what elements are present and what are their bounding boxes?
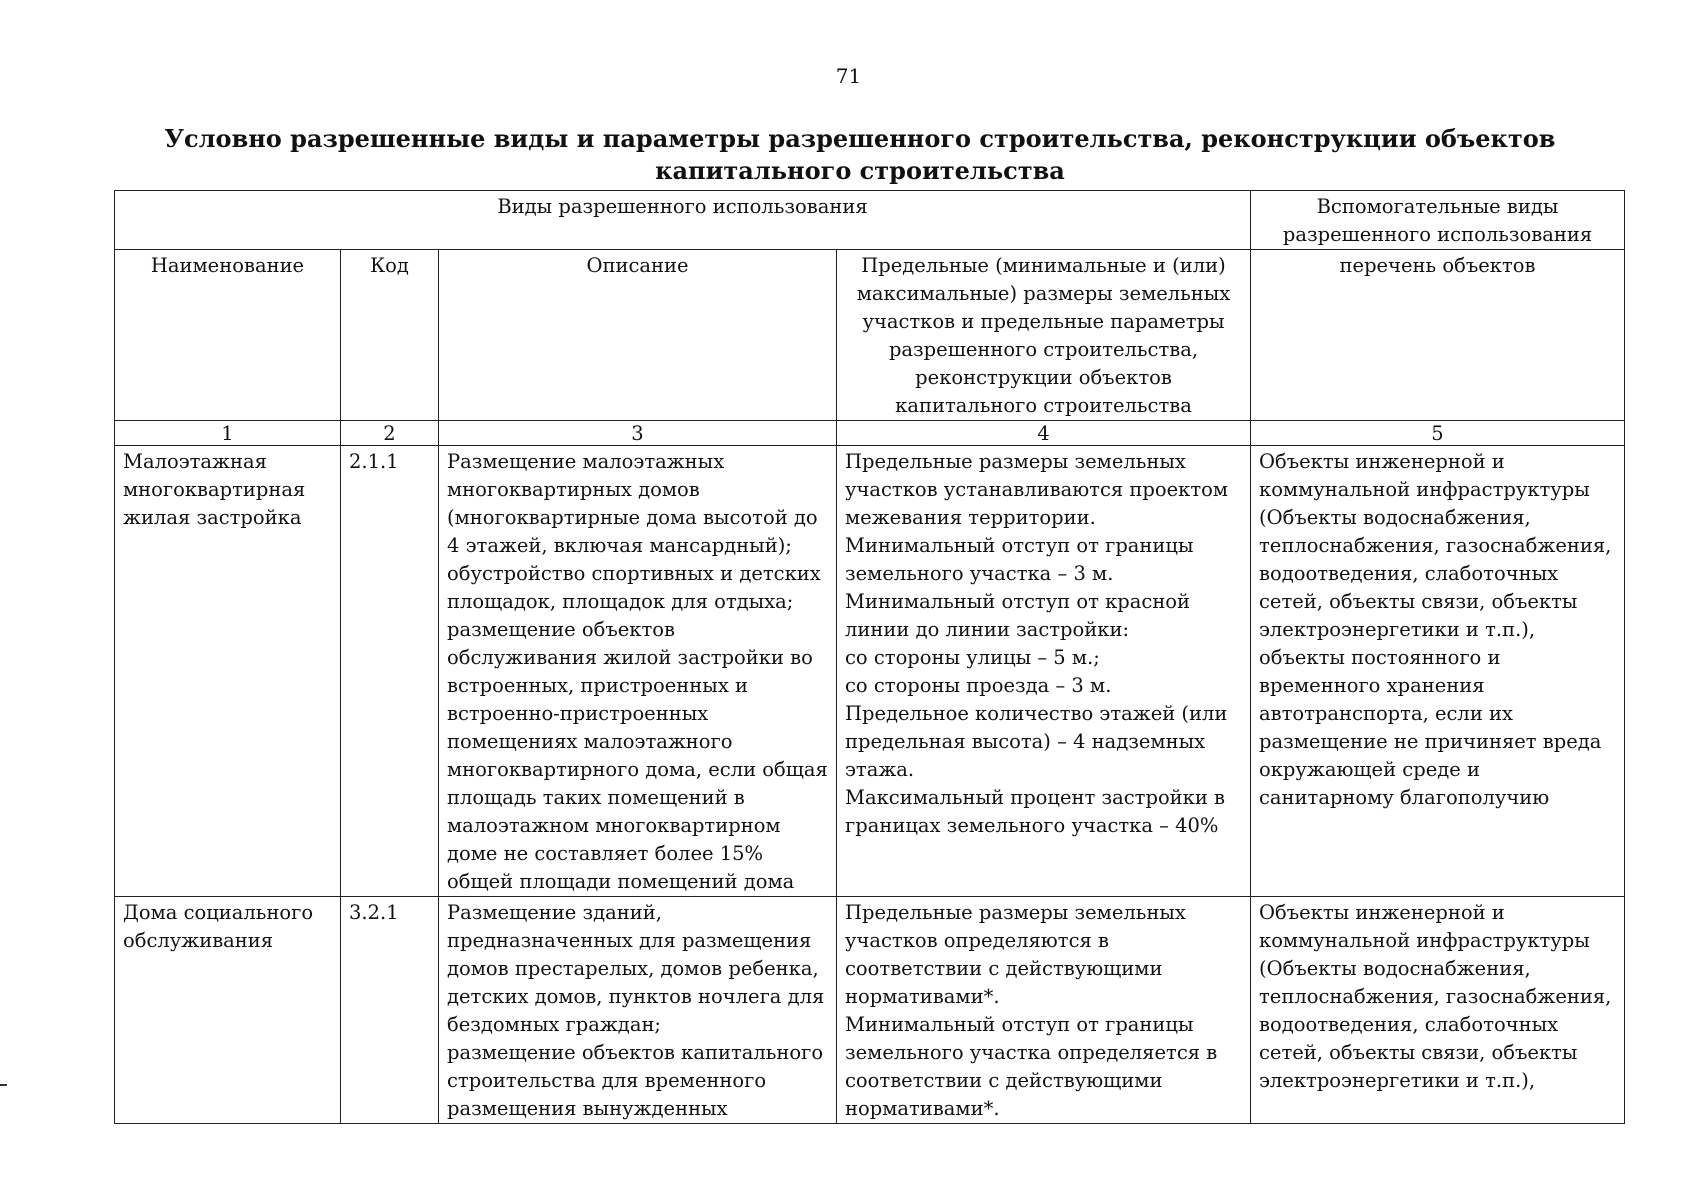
cell-code: 3.2.1 [341, 897, 439, 1124]
column-number: 1 [115, 421, 341, 446]
cell-description: Размещение зданий, предназначенных для размещения домов престарелых, домов ребенка, детских домов, пунктов ночлега для бездомных граждан; размещение объектов капитального строительства для временного размещения вынужденных [439, 897, 837, 1124]
column-header-objects: перечень объектов [1251, 250, 1625, 421]
cell-name: Малоэтажная многоквартирная жилая застройка [115, 446, 341, 897]
table-column-number-row [115, 421, 1625, 446]
cell-name: Дома социального обслуживания [115, 897, 341, 1124]
cell-description: Размещение малоэтажных многоквартирных домов (многоквартирные дома высотой до 4 этажей, включая мансардный); обустройство спортивных и детских площадок, площадок для отдыха; размещение объектов обслуживания жилой застройки во встроенных, пристроенных и встроенно-пристроенных помещениях малоэтажного многоквартирного дома, если общая площадь таких помещений в малоэтажном многоквартирном доме не составляет более 15% общей площади помещений дома [439, 446, 837, 897]
table-group-header-row [115, 191, 1625, 250]
column-header-description: Описание [439, 250, 837, 421]
column-number: 4 [837, 421, 1251, 446]
column-header-code: Код [341, 250, 439, 421]
column-number: 2 [341, 421, 439, 446]
page-number: 71 [835, 64, 862, 88]
cell-parameters: Предельные размеры земельных участков устанавливаются проектом межевания территории. Минимальный отступ от границы земельного участка – 3 м. Минимальный отступ от красной линии до линии застройки: со стороны улицы – 5 м.; со стороны проезда – 3 м. Предельное количество этажей (или предельная высота) – 4 надземных этажа. Максимальный процент застройки в границах земельного участка – 40% [837, 446, 1251, 897]
margin-mark [0, 1084, 7, 1086]
table-row [115, 897, 1625, 1124]
cell-code: 2.1.1 [341, 446, 439, 897]
group-header-main: Виды разрешенного использования [115, 191, 1251, 250]
column-number: 3 [439, 421, 837, 446]
table-row [115, 446, 1625, 897]
cell-parameters: Предельные размеры земельных участков определяются в соответствии с действующими нормативами*. Минимальный отступ от границы земельного участка определяется в соответствии с действующими нормативами*. [837, 897, 1251, 1124]
permitted-use-table [114, 190, 1625, 1124]
group-header-aux: Вспомогательные виды разрешенного использования [1251, 191, 1625, 250]
table-column-header-row [115, 250, 1625, 421]
cell-aux-objects: Объекты инженерной и коммунальной инфраструктуры (Объекты водоснабжения, теплоснабжения, газоснабжения, водоотведения, слаботочных сетей, объекты связи, объекты электроэнергетики и т.п.), [1251, 897, 1625, 1124]
column-number: 5 [1251, 421, 1625, 446]
cell-aux-objects: Объекты инженерной и коммунальной инфраструктуры (Объекты водоснабжения, теплоснабжения, газоснабжения, водоотведения, слаботочных сетей, объекты связи, объекты электроэнергетики и т.п.), объекты постоянного и временного хранения автотранспорта, если их размещение не причиняет вреда окружающей среде и санитарному благополучию [1251, 446, 1625, 897]
column-header-name: Наименование [115, 250, 341, 421]
column-header-parameters: Предельные (минимальные и (или) максимальные) размеры земельных участков и предельные параметры разрешенного строительства, реконструкции объектов капитального строительства [837, 250, 1251, 421]
page-title: Условно разрешенные виды и параметры разрешенного строительства, реконструкции объектов капитального строительства [164, 124, 1556, 185]
